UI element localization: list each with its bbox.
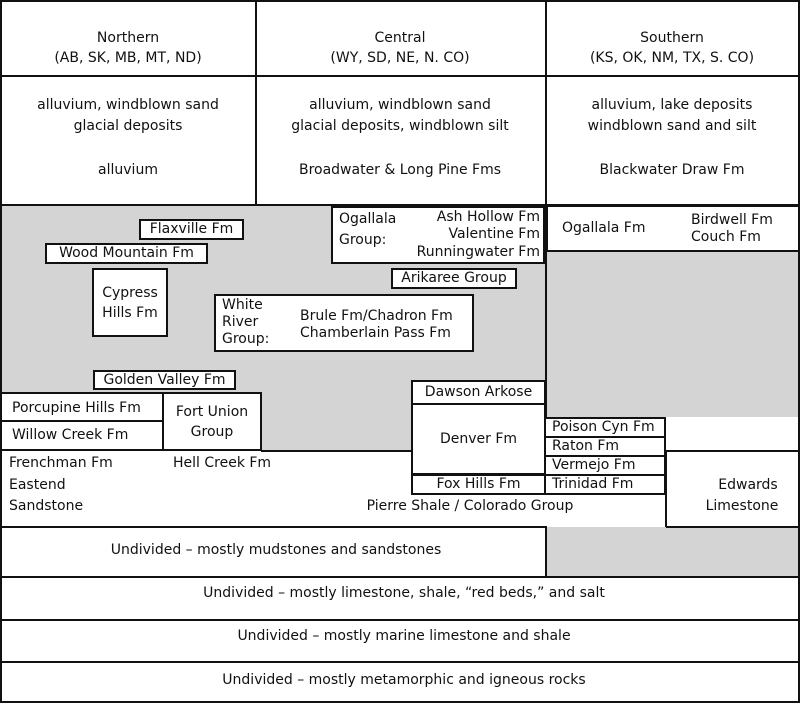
white-river-box: [214, 294, 474, 352]
group-label-line1: White: [222, 297, 263, 313]
dawson-arkose-box: [411, 380, 546, 405]
edwards-base-divider: [666, 526, 800, 528]
formation-label: Dawson Arkose: [424, 384, 533, 400]
group-label-line3: Group:: [222, 331, 270, 347]
formation-label: Raton Fm: [552, 438, 620, 454]
region-name: Southern: [640, 30, 704, 46]
member-valentine: Valentine Fm: [448, 226, 540, 242]
surficial-southern-line1: alluvium, lake deposits: [591, 97, 753, 113]
cretaceous-base-divider: [0, 526, 546, 528]
mudstone-base-divider: [0, 576, 800, 578]
region-states: (KS, OK, NM, TX, S. CO): [589, 50, 755, 66]
fort-union-box: [162, 392, 262, 451]
surficial-southern-line3: Blackwater Draw Fm: [599, 162, 745, 178]
denver-box: [411, 403, 546, 475]
formation-label: Flaxville Fm: [149, 221, 234, 237]
region-states: (AB, SK, MB, MT, ND): [54, 50, 202, 66]
birdwell-label: Birdwell Fm: [691, 212, 773, 228]
frenchman-label: Frenchman Fm: [9, 455, 113, 471]
surficial-central-line2: glacial deposits, windblown silt: [291, 118, 509, 134]
eastend-label-line1: Eastend: [9, 477, 66, 493]
unit-limestone-redbeds-salt: Undivided – mostly limestone, shale, “red beds,” and salt: [203, 585, 605, 601]
ogallala-fm-label: Ogallala Fm: [562, 220, 646, 236]
formation-label: Trinidad Fm: [552, 476, 634, 492]
wood-mountain-box: [45, 243, 208, 264]
region-header-southern: [590, 28, 754, 68]
arikaree-box: [391, 268, 517, 289]
marine-base-divider: [0, 661, 800, 663]
hell-creek-label: Hell Creek Fm: [173, 455, 272, 471]
member-chamberlain-pass: Chamberlain Pass Fm: [300, 325, 451, 341]
formation-label: Fort Union Group: [175, 403, 249, 440]
southern-ogallala-box: [546, 205, 800, 252]
pierre-shale-label: Pierre Shale / Colorado Group: [366, 498, 574, 514]
formation-label: Arikaree Group: [401, 270, 507, 286]
region-header-central: [330, 28, 469, 68]
formation-label: Vermejo Fm: [552, 457, 636, 473]
couch-label: Couch Fm: [691, 229, 761, 245]
trinidad-box: [544, 474, 666, 495]
group-label-line1: Ogallala: [339, 211, 397, 227]
region-header-northern: [54, 28, 201, 68]
formation-label: Cypress Hills Fm: [102, 284, 158, 321]
group-label-line2: River: [222, 314, 259, 330]
fox-hills-box: [411, 474, 546, 495]
flaxville-box: [139, 219, 244, 240]
formation-label: Golden Valley Fm: [103, 372, 226, 388]
member-brule-chadron: Brule Fm/Chadron Fm: [300, 308, 453, 324]
region-states: (WY, SD, NE, N. CO): [330, 50, 470, 66]
surficial-central-line1: alluvium, windblown sand: [309, 97, 491, 113]
poison-cyn-box: [544, 417, 666, 438]
porcupine-hills-box: [0, 392, 164, 422]
ogallala-group-box: [331, 206, 545, 264]
surficial-southern-line2: windblown sand and silt: [587, 118, 757, 134]
region-name: Northern: [96, 30, 160, 46]
column-divider-2: [545, 0, 547, 205]
unit-mudstones-sandstones: Undivided – mostly mudstones and sandstones: [110, 542, 442, 558]
header-divider: [0, 75, 800, 77]
column-divider-1: [255, 0, 257, 205]
formation-label: Wood Mountain Fm: [59, 245, 194, 261]
surficial-northern-line1: alluvium, windblown sand: [37, 97, 219, 113]
group-label-line2: Group:: [339, 232, 387, 248]
member-ash-hollow: Ash Hollow Fm: [436, 209, 540, 225]
raton-box: [544, 436, 666, 457]
surficial-central-line3: Broadwater & Long Pine Fms: [298, 162, 502, 178]
surficial-northern-line3: alluvium: [98, 162, 158, 178]
formation-label: Fox Hills Fm: [436, 476, 521, 492]
unit-metamorphic-igneous: Undivided – mostly metamorphic and igneous rocks: [222, 672, 586, 688]
formation-label: Willow Creek Fm: [12, 427, 129, 443]
redbeds-base-divider: [0, 619, 800, 621]
surficial-northern-line2: glacial deposits: [73, 118, 183, 134]
region-name: Central: [374, 30, 426, 46]
formation-label: Porcupine Hills Fm: [12, 400, 141, 416]
north-gap-base: [261, 450, 412, 452]
formation-label: Denver Fm: [439, 431, 518, 447]
member-runningwater: Runningwater Fm: [416, 244, 540, 260]
cypress-hills-box: [92, 268, 168, 337]
unit-marine-limestone-shale: Undivided – mostly marine limestone and shale: [237, 628, 571, 644]
south-base-left-edge: [545, 526, 547, 577]
golden-valley-box: [93, 370, 236, 390]
edwards-label-line2: Limestone: [705, 498, 779, 514]
eastend-label-line2: Sandstone: [9, 498, 84, 514]
edwards-label-line1: Edwards: [718, 477, 778, 493]
willow-creek-box: [0, 420, 164, 451]
formation-label: Poison Cyn Fm: [552, 419, 655, 435]
south-gap-base: [666, 450, 800, 452]
vermejo-box: [544, 455, 666, 476]
